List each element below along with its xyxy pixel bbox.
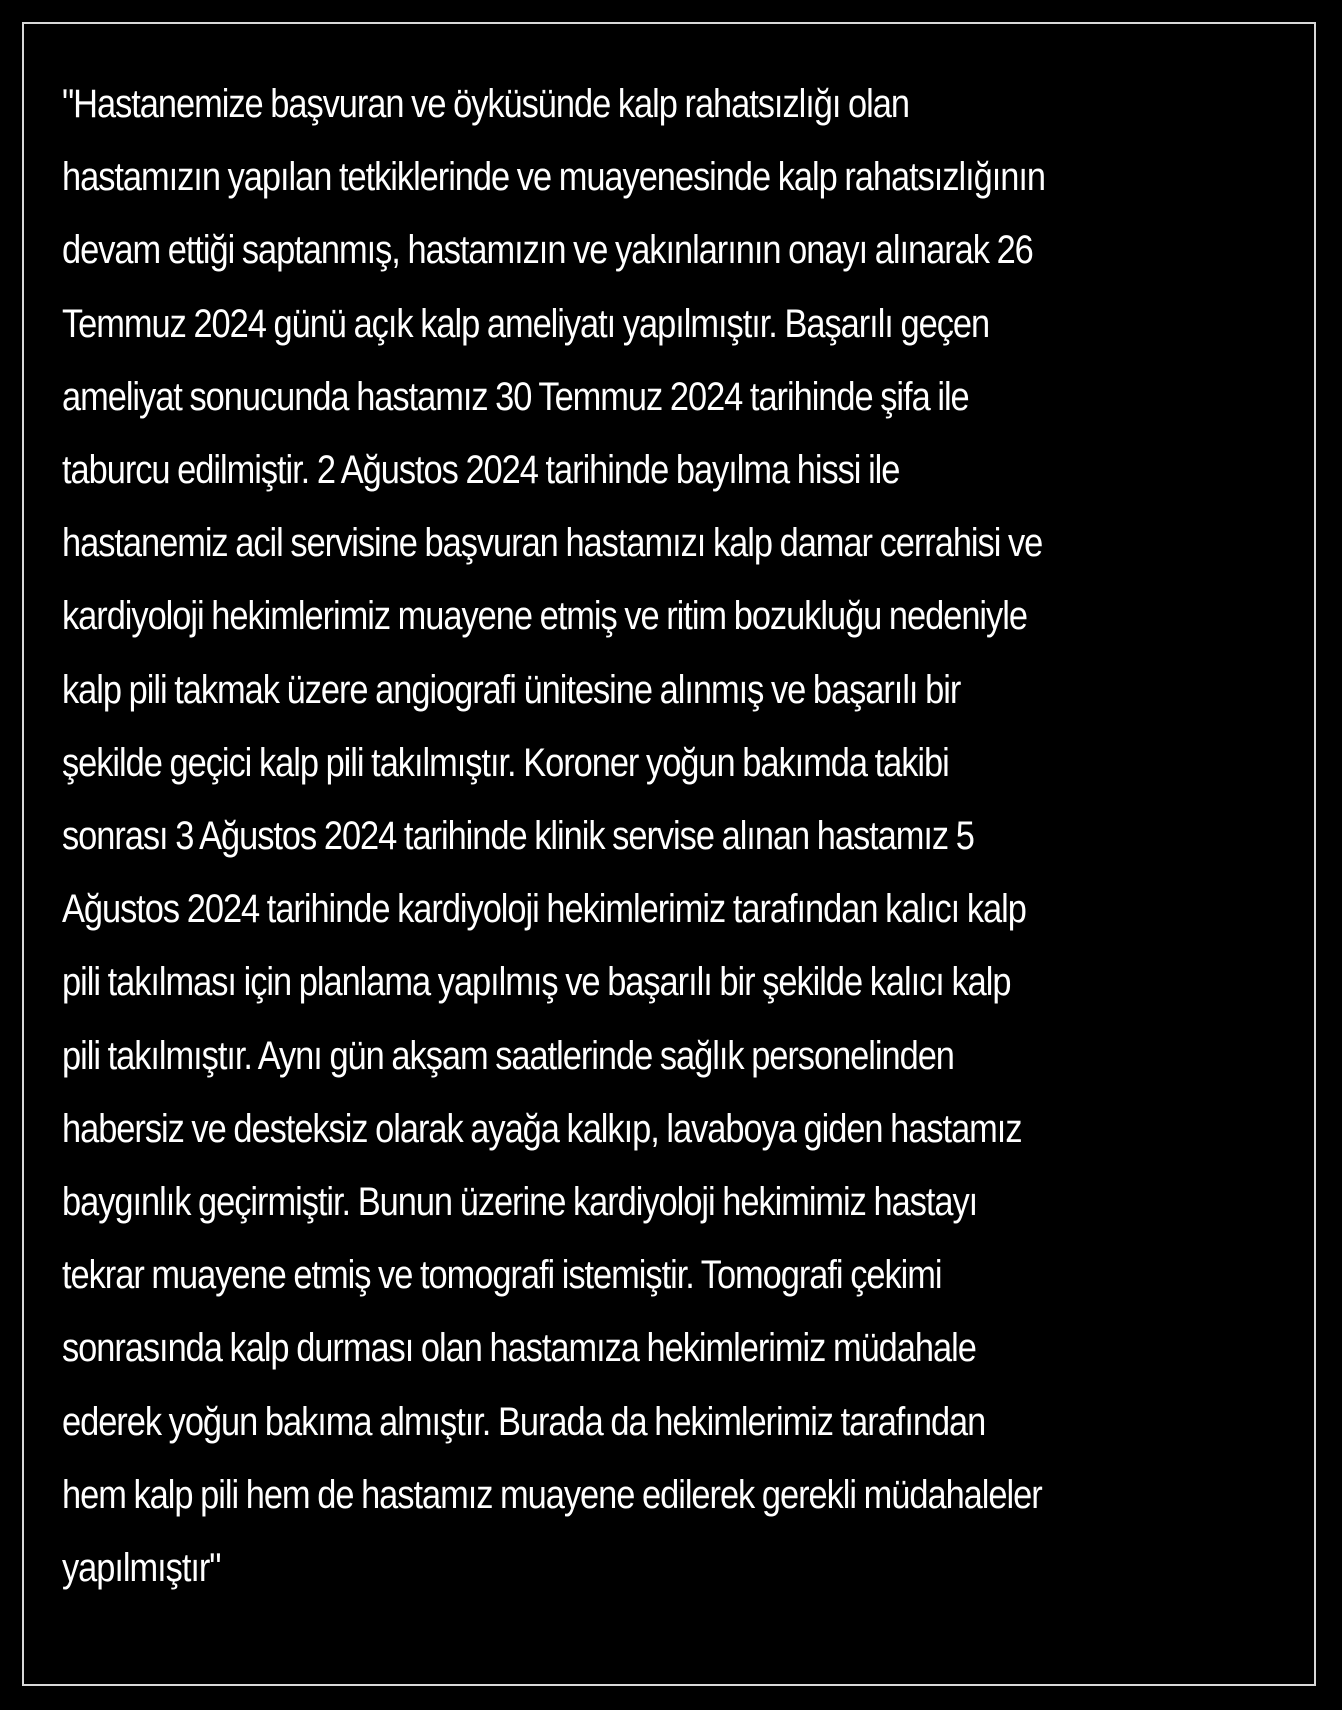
statement-line-1: "Hastanemize başvuran ve öyküsünde kalp rahatsızlığı olan	[62, 82, 909, 126]
statement-line-13: pili takılması için planlama yapılmış ve başarılı bir şekilde kalıcı kalp	[62, 960, 1011, 1005]
statement-line-12: Ağustos 2024 tarihinde kardiyoloji hekimlerimiz tarafından kalıcı kalp	[62, 887, 1026, 932]
statement-line-19: ederek yoğun bakıma almıştır. Burada da hekimlerimiz tarafından	[62, 1399, 986, 1444]
statement-line-15: habersiz ve desteksiz olarak ayağa kalkıp, lavaboya giden hastamız	[62, 1106, 1022, 1151]
statement-line-21: yapılmıştır"	[62, 1546, 221, 1591]
statement-line-8: kardiyoloji hekimlerimiz muayene etmiş ve ritim bozukluğu nedeniyle	[62, 594, 1027, 639]
statement-line-6: taburcu edilmiştir. 2 Ağustos 2024 tarihinde bayılma hissi ile	[62, 448, 900, 493]
statement-line-16: baygınlık geçirmiştir. Bunun üzerine kardiyoloji hekimimiz hastayı	[62, 1180, 978, 1225]
statement-line-17: tekrar muayene etmiş ve tomografi istemiştir. Tomografi çekimi	[62, 1253, 942, 1298]
statement-line-7: hastanemiz acil servisine başvuran hastamızı kalp damar cerrahisi ve	[62, 521, 1043, 566]
statement-line-3: devam ettiği saptanmış, hastamızın ve yakınlarının onayı alınarak 26	[62, 228, 1033, 273]
statement-line-10: şekilde geçici kalp pili takılmıştır. Koroner yoğun bakımda takibi	[62, 740, 949, 785]
statement-line-20: hem kalp pili hem de hastamız muayene edilerek gerekli müdahaleler	[62, 1472, 1042, 1517]
statement-line-18: sonrasında kalp durması olan hastamıza hekimlerimiz müdahale	[62, 1326, 976, 1371]
statement-line-14: pili takılmıştır. Aynı gün akşam saatlerinde sağlık personelinden	[62, 1033, 954, 1078]
statement-line-9: kalp pili takmak üzere angiografi ünitesine alınmış ve başarılı bir	[62, 667, 961, 712]
statement-line-11: sonrası 3 Ağustos 2024 tarihinde klinik servise alınan hastamız 5	[62, 814, 974, 859]
statement-line-5: ameliyat sonucunda hastamız 30 Temmuz 2024 tarihinde şifa ile	[62, 374, 969, 419]
statement-line-4: Temmuz 2024 günü açık kalp ameliyatı yapılmıştır. Başarılı geçen	[62, 301, 990, 346]
statement-quote	[62, 68, 1103, 1605]
statement-line-2: hastamızın yapılan tetkiklerinde ve muayenesinde kalp rahatsızlığının	[62, 155, 1045, 200]
